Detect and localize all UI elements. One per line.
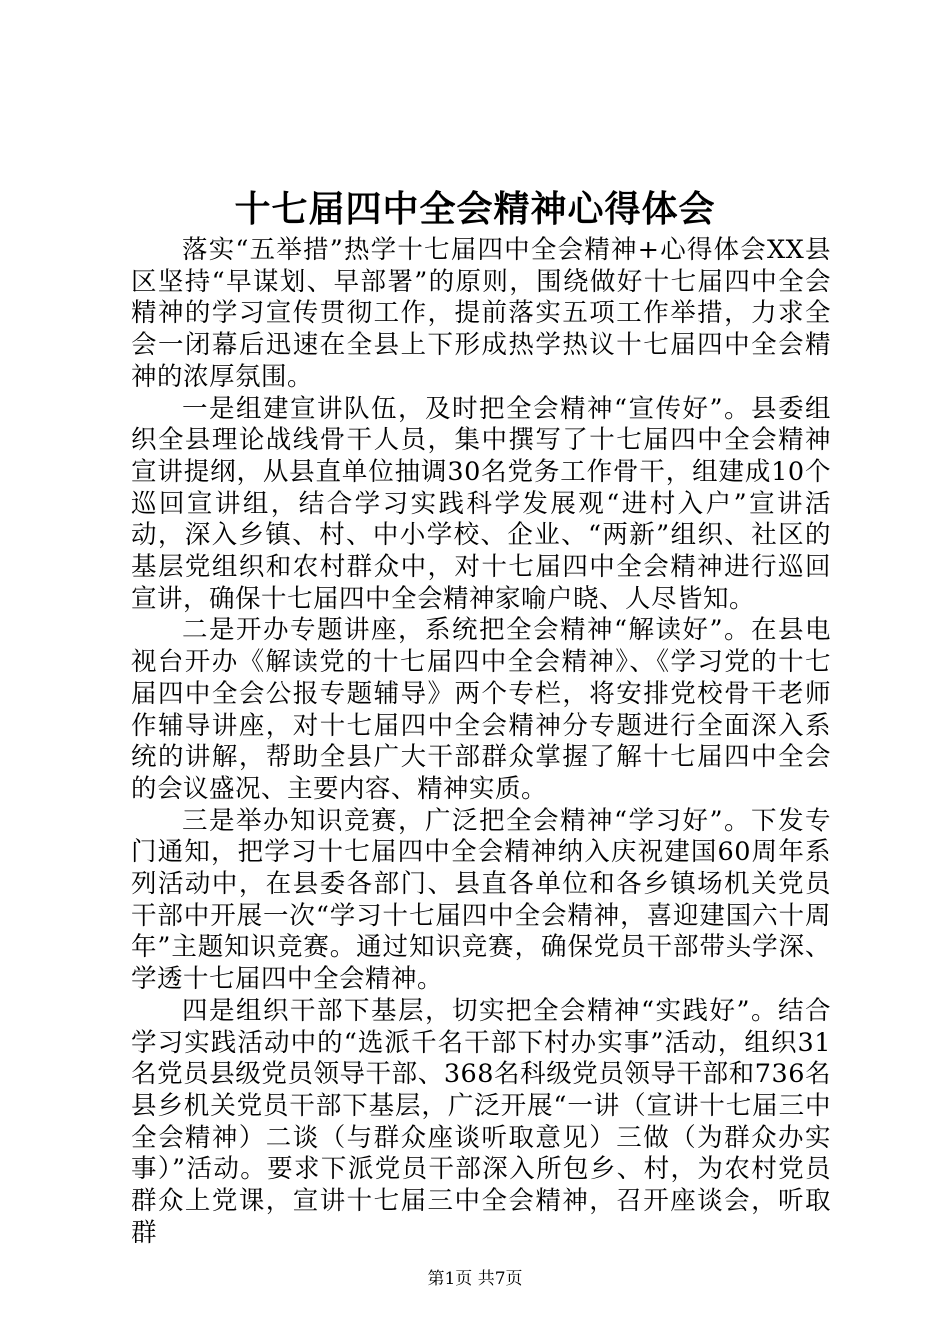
document-title: 十七届四中全会精神心得体会: [234, 188, 716, 230]
document-body: [131, 235, 831, 1250]
page-number-footer: 第1页 共7页: [427, 1269, 523, 1289]
paragraph-measure-4: 四是组织干部下基层，切实把全会精神“实践好”。结合学习实践活动中的“选派千名干部下村办实事”活动，组织31名党员县级党员领导干部、368名科级党员领导干部和736名县乡机关党员干部下基层，广泛开展“一讲（宣讲十七届三中全会精神）二谈（与群众座谈听取意见）三做（为群众办实事）”活动。要求下派党员干部深入所包乡、村，为农村党员群众上党课，宣讲十七届三中全会精神，召开座谈会，听取群: [131, 995, 831, 1248]
paragraph-measure-2: 二是开办专题讲座，系统把全会精神“解读好”。在县电视台开办《解读党的十七届四中全会精神》、《学习党的十七届四中全会公报专题辅导》两个专栏，将安排党校骨干老师作辅导讲座，对十七届四中全会精神分专题进行全面深入系统的讲解，帮助全县广大干部群众掌握了解十七届四中全会的会议盛况、主要内容、精神实质。: [131, 615, 831, 804]
paragraph-measure-1: 一是组建宣讲队伍，及时把全会精神“宣传好”。县委组织全县理论战线骨干人员，集中撰写了十七届四中全会精神宣讲提纲，从县直单位抽调30名党务工作骨干，组建成10个巡回宣讲组，结合学习实践科学发展观“进村入户”宣讲活动，深入乡镇、村、中小学校、企业、“两新”组织、社区的基层党组织和农村群众中，对十七届四中全会精神进行巡回宣讲，确保十七届四中全会精神家喻户晓、人尽皆知。: [131, 393, 831, 614]
paragraph-intro: 落实“五举措”热学十七届四中全会精神+心得体会XX县区坚持“早谋划、早部署”的原则，围绕做好十七届四中全会精神的学习宣传贯彻工作，提前落实五项工作举措，力求全会一闭幕后迅速在全县上下形成热学热议十七届四中全会精神的浓厚氛围。: [131, 235, 831, 392]
paragraph-measure-3: 三是举办知识竞赛，广泛把全会精神“学习好”。下发专门通知，把学习十七届四中全会精神纳入庆祝建国60周年系列活动中，在县委各部门、县直各单位和各乡镇场机关党员干部中开展一次“学习十七届四中全会精神，喜迎建国六十周年”主题知识竞赛。通过知识竞赛，确保党员干部带头学深、学透十七届四中全会精神。: [131, 805, 831, 995]
